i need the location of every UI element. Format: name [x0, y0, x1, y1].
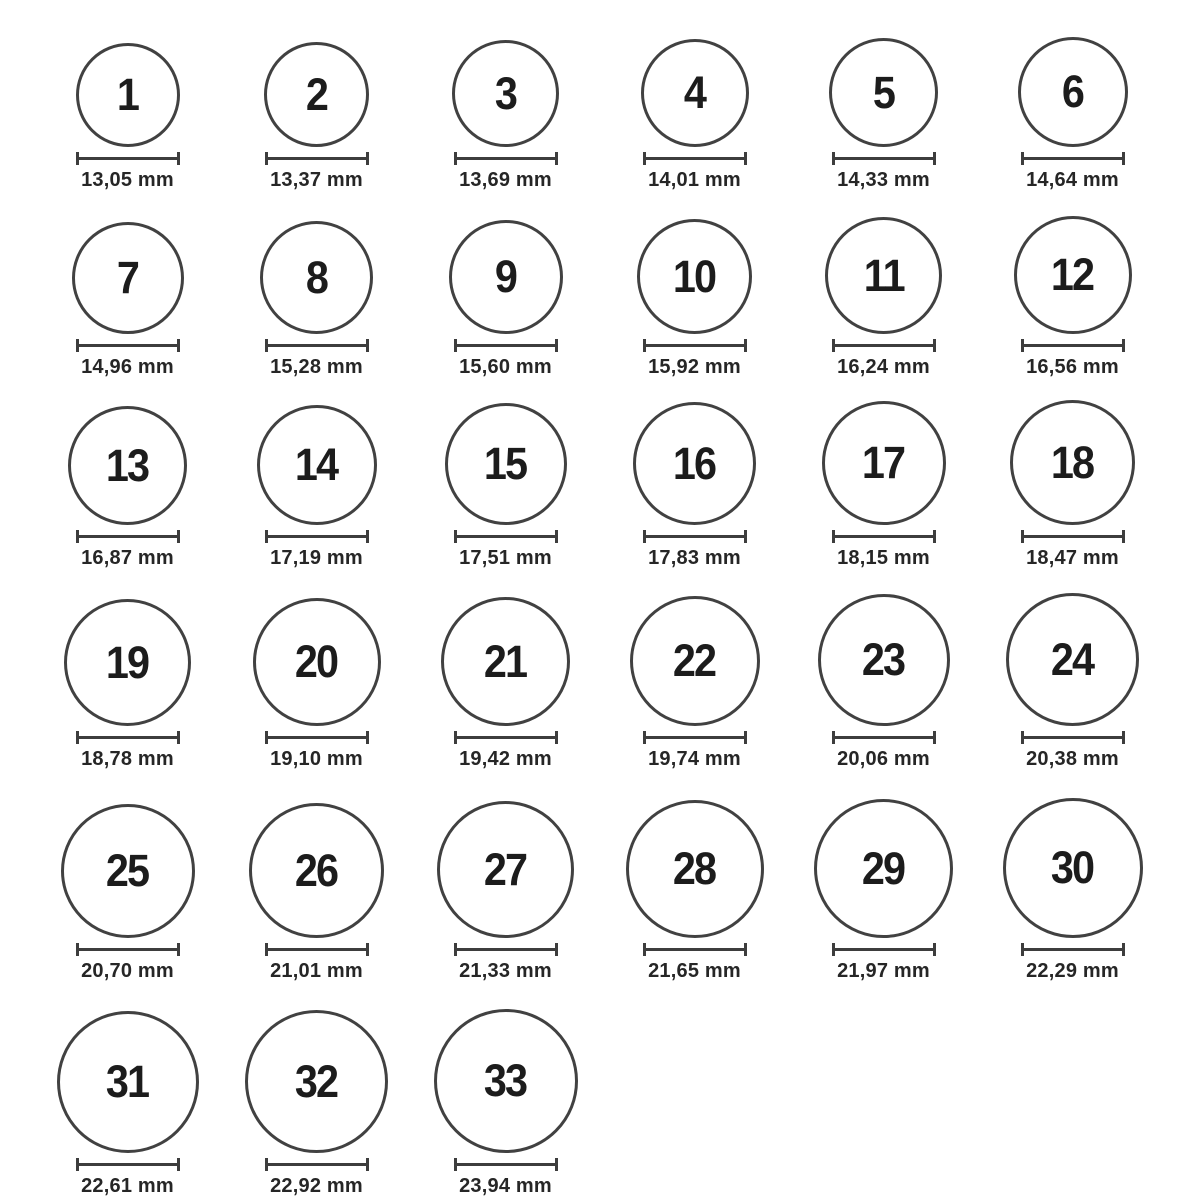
size-circle: [57, 1011, 199, 1153]
diameter-line-bar: [268, 1163, 366, 1166]
diameter-line: [265, 943, 369, 956]
size-item: [33, 1011, 222, 1196]
size-item: [411, 403, 600, 568]
size-item: [33, 599, 222, 769]
diameter-line: [265, 152, 369, 165]
diameter-label: 16,87 mm: [81, 547, 174, 569]
diameter-line: [454, 152, 558, 165]
diameter-line: [454, 943, 558, 956]
size-circle: [249, 803, 384, 938]
diameter-line: [643, 530, 747, 543]
diameter-line: [454, 339, 558, 352]
diameter-line: [832, 731, 936, 744]
diameter-line-bar: [79, 1163, 177, 1166]
diameter-label: 18,78 mm: [81, 748, 174, 770]
size-circle: [434, 1009, 578, 1153]
diameter-line-bar: [457, 1163, 555, 1166]
diameter-line-bar: [835, 344, 933, 347]
size-item: [789, 594, 978, 769]
diameter-label: 19,74 mm: [648, 748, 741, 770]
size-number: 25: [106, 845, 149, 896]
size-number: 19: [106, 636, 149, 688]
diameter-label: 17,83 mm: [648, 547, 741, 569]
diameter-line: [832, 530, 936, 543]
size-circle: [1018, 37, 1128, 147]
size-item: [789, 799, 978, 981]
size-item: [411, 597, 600, 769]
size-circle: [253, 598, 381, 726]
size-item: [222, 598, 411, 769]
diameter-line-bar: [79, 736, 177, 739]
size-number: 14: [295, 439, 338, 490]
diameter-line: [832, 339, 936, 352]
diameter-line: [76, 530, 180, 543]
diameter-line-bar: [79, 948, 177, 951]
size-circle: [61, 804, 195, 938]
size-circle: [1003, 798, 1143, 938]
diameter-label: 14,64 mm: [1026, 169, 1119, 191]
diameter-line: [832, 152, 936, 165]
diameter-line-bar: [79, 535, 177, 538]
size-number: 8: [305, 251, 328, 303]
size-item: [411, 1009, 600, 1196]
diameter-line-bar: [268, 736, 366, 739]
diameter-label: 18,47 mm: [1026, 547, 1119, 569]
diameter-line: [265, 731, 369, 744]
size-number: 26: [295, 844, 338, 896]
diameter-line-bar: [646, 948, 744, 951]
diameter-label: 23,94 mm: [459, 1175, 552, 1197]
diameter-line: [265, 1158, 369, 1171]
diameter-label: 22,29 mm: [1026, 960, 1119, 982]
size-number: 3: [494, 67, 517, 119]
diameter-line: [643, 731, 747, 744]
diameter-line: [1021, 943, 1125, 956]
diameter-line-bar: [268, 948, 366, 951]
size-item: [222, 405, 411, 568]
diameter-label: 20,06 mm: [837, 748, 930, 770]
size-number: 28: [673, 843, 716, 894]
size-number: 7: [116, 252, 139, 303]
diameter-label: 18,15 mm: [837, 547, 930, 569]
size-number: 23: [862, 634, 905, 685]
size-number: 30: [1051, 842, 1094, 893]
diameter-line: [1021, 152, 1125, 165]
diameter-line: [76, 731, 180, 744]
size-circle: [441, 597, 570, 726]
size-item: [600, 39, 789, 190]
size-circle: [64, 599, 191, 726]
size-number: 9: [494, 251, 517, 302]
size-number: 5: [872, 66, 895, 118]
diameter-line: [454, 731, 558, 744]
diameter-line-bar: [835, 157, 933, 160]
diameter-line: [265, 339, 369, 352]
diameter-label: 15,60 mm: [459, 356, 552, 378]
size-circle: [1006, 593, 1139, 726]
diameter-label: 22,61 mm: [81, 1175, 174, 1197]
size-number: 20: [295, 636, 338, 687]
diameter-line-bar: [646, 736, 744, 739]
size-row: [33, 798, 1167, 981]
diameter-label: 14,33 mm: [837, 169, 930, 191]
size-circle: [449, 220, 563, 334]
diameter-label: 21,65 mm: [648, 960, 741, 982]
size-circle: [822, 401, 946, 525]
size-item: [411, 220, 600, 377]
size-item: [978, 400, 1167, 568]
size-circle: [68, 406, 187, 525]
size-item: [600, 596, 789, 769]
diameter-line-bar: [457, 535, 555, 538]
size-circle: [814, 799, 953, 938]
diameter-line-bar: [457, 948, 555, 951]
diameter-line: [643, 152, 747, 165]
size-item: [222, 803, 411, 981]
diameter-label: 21,97 mm: [837, 960, 930, 982]
diameter-label: 14,96 mm: [81, 356, 174, 378]
size-item: [222, 42, 411, 190]
size-number: 22: [673, 635, 716, 686]
size-item: [33, 804, 222, 981]
size-row: [33, 216, 1167, 377]
size-circle: [257, 405, 377, 525]
diameter-label: 14,01 mm: [648, 169, 741, 191]
size-number: 16: [673, 437, 716, 489]
size-circle: [818, 594, 950, 726]
size-circle: [641, 39, 749, 147]
diameter-line-bar: [835, 535, 933, 538]
size-number: 27: [484, 843, 527, 895]
size-circle: [637, 219, 752, 334]
size-circle: [1014, 216, 1132, 334]
diameter-line-bar: [268, 344, 366, 347]
diameter-line: [76, 943, 180, 956]
size-item: [33, 406, 222, 568]
diameter-line: [76, 339, 180, 352]
size-circle: [825, 217, 942, 334]
size-circle: [452, 40, 559, 147]
size-number: 31: [106, 1056, 149, 1107]
diameter-label: 19,10 mm: [270, 748, 363, 770]
size-item: [33, 222, 222, 377]
diameter-line: [643, 943, 747, 956]
size-circle: [72, 222, 184, 334]
diameter-line-bar: [835, 948, 933, 951]
diameter-line: [76, 1158, 180, 1171]
size-item: [600, 800, 789, 981]
diameter-label: 21,01 mm: [270, 960, 363, 982]
diameter-line-bar: [1024, 535, 1122, 538]
size-item: [978, 593, 1167, 769]
diameter-line: [643, 339, 747, 352]
size-circle: [1010, 400, 1135, 525]
size-item: [222, 1010, 411, 1196]
size-number: 17: [862, 437, 905, 488]
size-number: 18: [1051, 436, 1094, 488]
size-number: 6: [1061, 66, 1084, 117]
size-item: [978, 216, 1167, 377]
size-number: 32: [295, 1055, 338, 1107]
size-circle: [630, 596, 760, 726]
diameter-label: 16,56 mm: [1026, 356, 1119, 378]
size-item: [411, 40, 600, 190]
size-number: 10: [673, 250, 716, 302]
diameter-line: [1021, 530, 1125, 543]
diameter-line: [454, 530, 558, 543]
size-number: 12: [1051, 249, 1094, 300]
diameter-line-bar: [646, 344, 744, 347]
diameter-line-bar: [835, 736, 933, 739]
diameter-line: [1021, 731, 1125, 744]
diameter-label: 22,92 mm: [270, 1175, 363, 1197]
diameter-label: 13,05 mm: [81, 169, 174, 191]
size-circle: [829, 38, 938, 147]
size-circle: [264, 42, 369, 147]
size-number: 15: [484, 438, 527, 489]
diameter-label: 17,51 mm: [459, 547, 552, 569]
diameter-line: [832, 943, 936, 956]
diameter-line-bar: [457, 736, 555, 739]
diameter-label: 20,38 mm: [1026, 748, 1119, 770]
diameter-label: 13,69 mm: [459, 169, 552, 191]
size-item: [789, 217, 978, 377]
diameter-line: [1021, 339, 1125, 352]
diameter-line: [265, 530, 369, 543]
size-circle: [437, 801, 574, 938]
size-item: [789, 401, 978, 568]
diameter-line: [454, 1158, 558, 1171]
size-circle: [633, 402, 756, 525]
size-item: [222, 221, 411, 377]
diameter-line-bar: [646, 535, 744, 538]
diameter-line-bar: [268, 157, 366, 160]
size-number: 24: [1051, 633, 1094, 685]
diameter-line-bar: [268, 535, 366, 538]
diameter-line-bar: [1024, 344, 1122, 347]
size-item: [978, 37, 1167, 190]
diameter-line: [76, 152, 180, 165]
diameter-line-bar: [457, 157, 555, 160]
size-number: 13: [106, 439, 149, 491]
diameter-line-bar: [457, 344, 555, 347]
size-number: 4: [683, 67, 706, 118]
diameter-label: 21,33 mm: [459, 960, 552, 982]
size-number: 21: [484, 635, 527, 687]
size-item: [411, 801, 600, 981]
diameter-label: 19,42 mm: [459, 748, 552, 770]
size-circle: [445, 403, 567, 525]
size-circle: [245, 1010, 388, 1153]
diameter-label: 20,70 mm: [81, 960, 174, 982]
size-number: 11: [863, 249, 904, 301]
size-number: 2: [305, 68, 328, 120]
size-circle: [76, 43, 180, 147]
size-row: [33, 593, 1167, 769]
diameter-label: 15,92 mm: [648, 356, 741, 378]
diameter-label: 13,37 mm: [270, 169, 363, 191]
size-number: 33: [484, 1055, 527, 1106]
diameter-line-bar: [79, 157, 177, 160]
diameter-line-bar: [1024, 948, 1122, 951]
diameter-line-bar: [646, 157, 744, 160]
size-row: [33, 1009, 1167, 1196]
size-circle: [260, 221, 373, 334]
size-item: [600, 219, 789, 377]
size-number: 1: [116, 69, 139, 120]
size-item: [33, 43, 222, 190]
diameter-label: 16,24 mm: [837, 356, 930, 378]
size-number: 29: [862, 842, 905, 894]
diameter-label: 17,19 mm: [270, 547, 363, 569]
size-item: [600, 402, 789, 568]
size-circle: [626, 800, 764, 938]
size-row: [33, 37, 1167, 190]
diameter-line-bar: [79, 344, 177, 347]
diameter-line-bar: [1024, 736, 1122, 739]
size-row: [33, 400, 1167, 568]
diameter-line-bar: [1024, 157, 1122, 160]
diameter-label: 15,28 mm: [270, 356, 363, 378]
size-item: [978, 798, 1167, 981]
size-item: [789, 38, 978, 190]
